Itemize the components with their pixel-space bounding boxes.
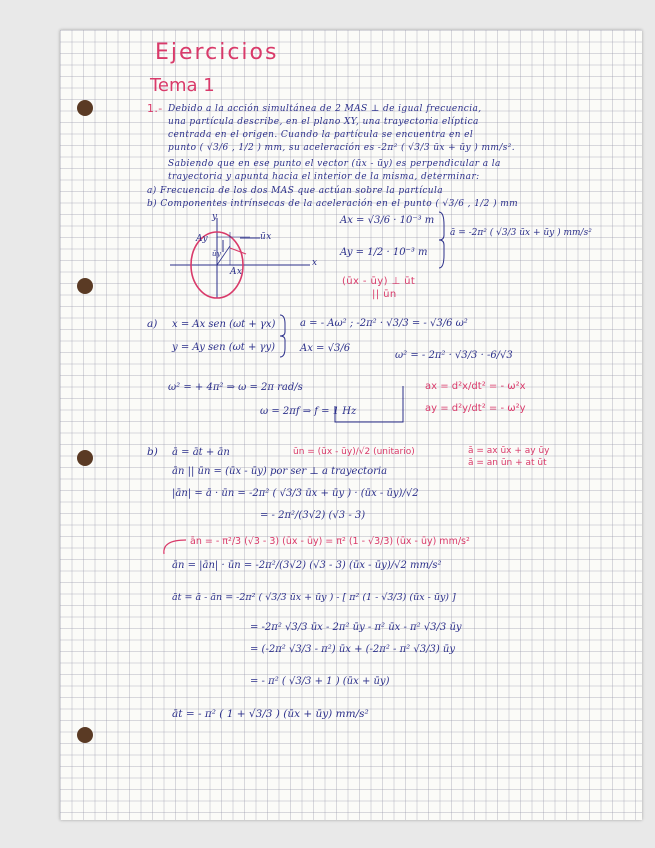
normal-parallel-note: ān || ūn = (ūx - ūy) por ser ⊥ a trayectoria — [172, 466, 388, 477]
part-a-x-eq: x = Ax sen (ωt + γx) — [172, 319, 276, 330]
eq-ax: Ax = √3/6 · 10⁻³ m — [340, 215, 435, 226]
tangential-grouped: = (-2π² √3/3 - π²) ūx + (-2π² - π² √3/3) ūy — [250, 644, 455, 655]
part-b-label: b) — [147, 446, 158, 458]
unit-normal-definition: ūn = (ūx - ūy)/√2 (unitario) — [293, 447, 415, 457]
problem-line: centrada en el origen. Cuando la partícula se encuentra en el — [168, 130, 474, 140]
binder-hole — [77, 450, 93, 466]
part-a-frequency: ω = 2πf ⇒ f = 1 Hz — [260, 406, 357, 417]
part-a-omega-squared: ω² = - 2π² · √3/3 · -6/√3 — [395, 350, 513, 361]
correction-arrow — [158, 536, 188, 558]
normal-magnitude-result: = - 2π²/(3√2) (√3 - 3) — [260, 510, 366, 521]
tangential-subtraction: āt = ā - ān = -2π² ( √3/3 ūx + ūy ) - [ π² (1 - √3/3) (ūx - ūy) ] — [172, 592, 456, 603]
problem-line: Sabiendo que en ese punto el vector (ūx - ūy) es perpendicular a la — [168, 159, 501, 169]
page-subtitle: Tema 1 — [150, 75, 215, 96]
system-brace — [438, 210, 446, 270]
part-a-ax-value: Ax = √3/6 — [300, 343, 351, 354]
eq-acceleration: ā = -2π² ( √3/3 ūx + ūy ) mm/s² — [450, 228, 592, 238]
tangential-result: āt = - π² ( 1 + √3/3 ) (ūx + ūy) mm/s² — [172, 708, 369, 720]
problem-line: una partícula describe, en el plano XY, una trayectoria elíptica — [168, 117, 479, 127]
cartesian-acceleration: ā = ax ūx + ay ūy — [468, 446, 550, 456]
binder-hole — [77, 727, 93, 743]
result-box — [333, 384, 413, 424]
y-axis-label: y — [212, 212, 218, 222]
part-a-brace — [279, 314, 287, 358]
question-b: b) Componentes intrínsecas de la aceleración en el punto ( √3/6 , 1/2 ) mm — [147, 199, 519, 209]
perpendicular-note: (ūx - ūy) ⊥ ūt — [342, 276, 416, 287]
tangential-expansion: = -2π² √3/3 ūx - 2π² ūy - π² ūx - π² √3/3 ūy — [250, 622, 462, 633]
ellipse-diagram — [170, 210, 330, 300]
uy-label: ūy — [212, 250, 222, 258]
binder-hole — [77, 278, 93, 294]
ay-label: Ay — [196, 234, 209, 244]
parallel-note: || ūn — [372, 289, 397, 300]
part-b-decomposition: ā = āt + ān — [172, 447, 230, 458]
part-a-relation: a = - Aω² ; -2π² · √3/3 = - √3/6 ω² — [300, 318, 468, 329]
intrinsic-acceleration: ā = an ūn + at ūt — [468, 458, 547, 468]
page-title: Ejercicios — [155, 40, 279, 65]
x-axis-label: x — [312, 258, 318, 268]
part-a-y-eq: y = Ay sen (ωt + γy) — [172, 342, 276, 353]
question-a: a) Frecuencia de los dos MAS que actúan sobre la partícula — [147, 186, 444, 196]
normal-vector-simplified: ān = - π²/3 (√3 - 3) (ūx - ūy) = π² (1 - √3/3) (ūx - ūy) mm/s² — [190, 536, 470, 547]
problem-line: trayectoria y apunta hacia el interior de la misma, determinar: — [168, 172, 480, 182]
problem-line: punto ( √3/6 , 1/2 ) mm, su aceleración es -2π² ( √3/3 ūx + ūy ) mm/s². — [168, 143, 516, 153]
problem-number: 1.- — [147, 102, 163, 115]
ay-second-derivative: ay = d²y/dt² = - ω²y — [425, 403, 526, 414]
eq-ay: Ay = 1/2 · 10⁻³ m — [340, 247, 428, 258]
part-a-label: a) — [147, 318, 158, 330]
ux-label: ūx — [260, 232, 272, 242]
binder-hole — [77, 100, 93, 116]
ax-second-derivative: ax = d²x/dt² = - ω²x — [425, 381, 526, 392]
ax-label: Ax — [230, 267, 243, 277]
problem-line: Debido a la acción simultánea de 2 MAS ⊥ de igual frecuencia, — [168, 104, 482, 114]
part-a-omega: ω² = + 4π² ⇒ ω = 2π rad/s — [168, 382, 303, 393]
tangential-factored: = - π² ( √3/3 + 1 ) (ūx + ūy) — [250, 676, 390, 687]
normal-magnitude: |ān| = ā · ūn = -2π² ( √3/3 ūx + ūy ) · (ūx - ūy)/√2 — [172, 488, 419, 499]
normal-vector: ān = |ān| · ūn = -2π²/(3√2) (√3 - 3) (ūx - ūy)/√2 mm/s² — [172, 560, 442, 571]
tangent-vector — [230, 248, 246, 254]
